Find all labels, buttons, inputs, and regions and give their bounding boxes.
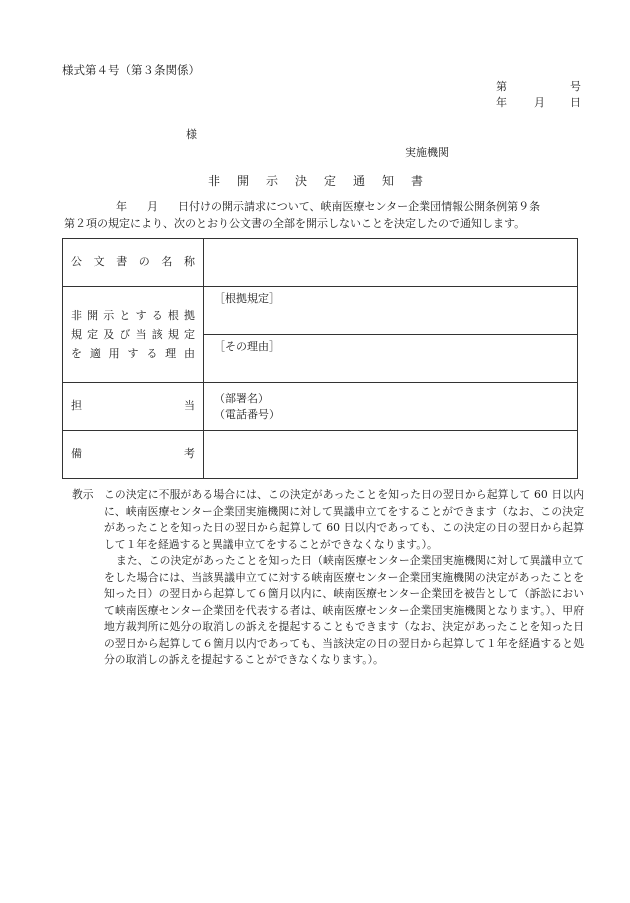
basis-label: ［根拠規定］ — [214, 292, 280, 305]
label-char: 非 — [71, 309, 82, 322]
label-char: 定 — [87, 328, 99, 341]
reason-cell — [204, 335, 578, 383]
label-char: 名 — [161, 255, 173, 269]
label-char: 規 — [167, 328, 179, 341]
sender-organization: 実施機関 — [405, 146, 449, 159]
label-char: 文 — [93, 255, 105, 269]
label-char: 理 — [165, 347, 177, 360]
date-month-label: 月 — [534, 96, 545, 109]
reason-label-line-2 — [71, 325, 195, 344]
appeal-notice — [72, 487, 584, 669]
label-char: の — [138, 255, 150, 269]
document-number-prefix: 第 — [496, 80, 507, 93]
label-char: 当 — [184, 399, 195, 413]
reason-label-cell — [63, 287, 204, 383]
label-char: 考 — [184, 447, 195, 461]
table-row-basis — [63, 287, 578, 335]
label-char: 定 — [183, 328, 195, 341]
intro-month-label: 月 — [147, 200, 158, 213]
document-name-value — [204, 239, 578, 287]
basis-cell — [204, 287, 578, 335]
document-number-suffix: 号 — [570, 80, 581, 93]
label-char: 示 — [103, 309, 115, 322]
intro-line-2: 第２項の規定により、次のとおり公文書の全部を開示しないことを決定したので通知します。 — [64, 217, 526, 230]
department-label: （部署名） — [214, 391, 269, 405]
notice-paragraph-2: また、この決定があったことを知った日（峡南医療センター企業団実施機関に対して異議申立てをした場合には、当該異議申立てに対する峡南医療センター企業団実施機関の決定があったことを知った日）の翌日から起算して６箇月以内に、峡南医療センター企業団を被告として（訴訟において峡南医療センター企業団を代表する者は、峡南医療センター企業団実施機関となります。）、甲府地方裁判所に処分の取消しの訴えを提起することもできます（なお、決定があったことを知った日の翌日から起算して６箇月以内であっても、当該決定の日の翌日から起算して１年を経過すると処分の取消しの訴えを提起することができなくなります。）。 — [104, 554, 584, 666]
document-name-label-cell — [63, 239, 204, 287]
document-title: 非開示決定通知書 — [207, 174, 440, 188]
intro-line-1 — [64, 198, 584, 215]
phone-label: （電話番号） — [214, 407, 280, 421]
notice-paragraph-1: この決定に不服がある場合には、この決定があったことを知った日の翌日から起算して 60 日以内に、峡南医療センター企業団実施機関に対して異議申立てをすることができます（なお、この決定があったことを知った日の翌日から起算して 60 日以内であっても、この決定の日の翌日から起算して１年を経過すると異議申立てをすることができなくなります。）。 — [104, 488, 584, 551]
reason-label-line-3 — [71, 344, 195, 363]
label-char: す — [127, 347, 139, 360]
label-char: び — [119, 328, 131, 341]
intro-line-1-text: 日付けの開示請求について、峡南医療センター企業団情報公開条例第９条 — [178, 200, 541, 213]
label-char: 担 — [71, 399, 82, 413]
label-char: と — [119, 309, 131, 322]
document-name-label — [71, 255, 195, 269]
disclosure-form-table — [62, 238, 578, 479]
label-char: を — [71, 347, 82, 360]
label-char: 公 — [71, 255, 82, 269]
table-row-contact — [63, 383, 578, 431]
date-day-label: 日 — [570, 96, 581, 109]
label-char: 規 — [71, 328, 82, 341]
intro-year-label: 年 — [116, 200, 127, 213]
label-char: 用 — [108, 347, 120, 360]
label-char: る — [151, 309, 163, 322]
label-char: 根 — [167, 309, 179, 322]
label-char: 適 — [89, 347, 101, 360]
contact-label — [71, 399, 195, 413]
label-char: 拠 — [183, 309, 195, 322]
notice-heading: 教示 — [72, 488, 94, 501]
intro-paragraph — [64, 198, 584, 232]
label-char: る — [146, 347, 158, 360]
addressee-honorific: 様 — [186, 128, 197, 141]
remarks-value — [204, 431, 578, 479]
reason-label-line-1 — [71, 306, 195, 325]
form-number: 様式第４号（第３条関係） — [62, 63, 200, 77]
label-char: 開 — [87, 309, 99, 322]
label-char: す — [135, 309, 147, 322]
label-char: 備 — [71, 447, 82, 461]
contact-label-cell — [63, 383, 204, 431]
reason-label — [71, 306, 195, 363]
reason-sub-label: ［その理由］ — [214, 340, 280, 353]
label-char: 及 — [103, 328, 115, 341]
label-char: 当 — [135, 328, 147, 341]
remarks-label-cell — [63, 431, 204, 479]
label-char: 該 — [151, 328, 163, 341]
label-char: 由 — [183, 347, 195, 360]
label-char: 称 — [183, 255, 195, 269]
table-row-remarks — [63, 431, 578, 479]
label-char: 書 — [116, 255, 128, 269]
date-year-label: 年 — [496, 96, 507, 109]
contact-cell — [204, 383, 578, 431]
table-row-document-name — [63, 239, 578, 287]
remarks-label — [71, 447, 195, 461]
